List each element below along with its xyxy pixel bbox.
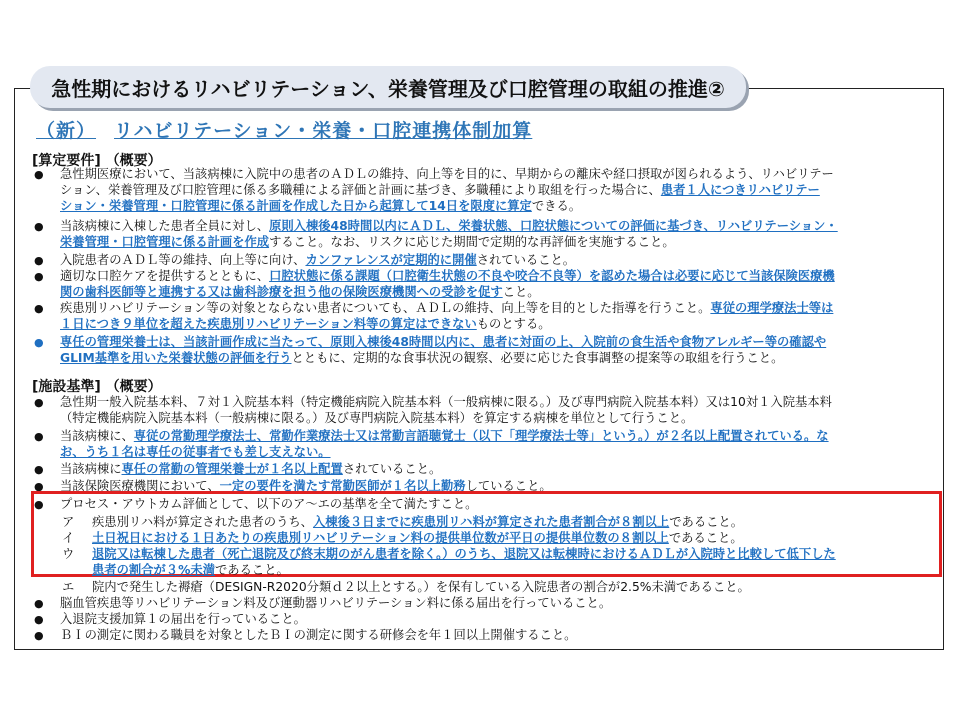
bullet-icon: ● xyxy=(34,220,44,233)
req-item-6: 専任の管理栄養士は、当該計画作成に当たって、原則入棟後48時間以内に、患者に対面の上、入院前の食生活や食物アレルギー等の確認や GLIM基準を用いた栄養状態の評価を行うとともに、定期的な食事状況の観察、必要に応じた食事調整の提案等の取組を行うこと。 xyxy=(60,335,827,365)
bullet-icon: ● xyxy=(34,430,44,443)
sub-item-a: 疾患別リハ料が算定された患者のうち、入棟後３日までに疾患別リハ料が算定された患者割合が８割以上であること。 xyxy=(92,515,744,529)
bullet-icon: ● xyxy=(34,629,44,642)
fac-item-1: 急性期一般入院基本料、７対１入院基本料（特定機能病院入院基本料（一般病棟に限る。）及び専門病院入院基本料）又は10対１入院基本料 （特定機能病院入院基本料（一般病棟に限る。）及び専門病院入院基本料）を算定する病棟を単位として行うこと。 xyxy=(60,395,832,425)
bullet-icon: ● xyxy=(34,396,44,409)
fac-item-5: プロセス・アウトカム評価として、以下のア～エの基準を全て満たすこと。 xyxy=(60,497,478,511)
subtitle-tag: （新） xyxy=(36,120,97,142)
bullet-icon: ● xyxy=(34,597,44,610)
bullet-icon: ● xyxy=(34,498,44,511)
subtitle-name: リハビリテーション・栄養・口腔連携体制加算 xyxy=(114,120,533,142)
sub-mark-b: イ xyxy=(62,531,75,545)
bullet-icon: ● xyxy=(34,302,44,315)
section-heading-requirements: [算定要件] （概要） xyxy=(32,153,162,169)
bullet-icon: ● xyxy=(34,254,44,267)
bullet-icon: ● xyxy=(34,463,44,476)
subtitle xyxy=(36,116,532,143)
req-item-1: 急性期医療において、当該病棟に入院中の患者のＡＤＬの維持、向上等を目的に、早期からの離床や経口摂取が図られるよう、リハビリテー ション、栄養管理及び口腔管理に係る多職種による評価と計画に基づき、多職種により取組を行った場合に、患者１人につきリハビリテー ション・栄養管理・口腔管理に係る計画を作成した日から起算して14日を限度に算定できる。 xyxy=(60,167,834,213)
req-item-5: 疾患別リハビリテーション等の対象とならない患者についても、ＡＤＬの維持、向上等を目的とした指導を行うこと。専従の理学療法士等は １日につき９単位を超えた疾患別リハビリテーション料等の算定はできないものとする。 xyxy=(60,301,834,331)
section-heading-facility: [施設基準] （概要） xyxy=(32,379,162,395)
req-item-4: 適切な口腔ケアを提供するとともに、口腔状態に係る課題（口腔衛生状態の不良や咬合不良等）を認めた場合は必要に応じて当該保険医療機 関の歯科医師等と連携する又は歯科診療を担う他の保険医療機関への受診を促すこと。 xyxy=(60,269,835,299)
page-title: 急性期におけるリハビリテーション、栄養管理及び口腔管理の取組の推進② xyxy=(30,66,746,108)
sub-mark-a: ア xyxy=(62,515,75,529)
req-item-3: 入院患者のＡＤＬ等の維持、向上等に向け、カンファレンスが定期的に開催されていること。 xyxy=(60,253,576,267)
req-item-2: 当該病棟に入棟した患者全員に対し、原則入棟後48時間以内にＡＤＬ、栄養状態、口腔状態についての評価に基づき、リハビリテーション・ 栄養管理・口腔管理に係る計画を作成すること。なお、リスクに応じた期間で定期的な再評価を実施すること。 xyxy=(60,219,838,249)
sub-mark-c: ウ xyxy=(62,547,75,561)
fac-item-8: ＢＩの測定に関わる職員を対象としたＢＩの測定に関する研修会を年１回以上開催すること。 xyxy=(60,628,577,642)
sub-mark-d: エ xyxy=(62,580,75,594)
sub-item-d: 院内で発生した褥瘡（DESIGN-R2020分類ｄ２以上とする。）を保有している入院患者の割合が2.5%未満であること。 xyxy=(92,580,750,594)
bullet-icon: ● xyxy=(34,270,44,283)
fac-item-2: 当該病棟に、専従の常勤理学療法士、常勤作業療法士又は常勤言語聴覚士（以下「理学療法士等」という。）が２名以上配置されている。な お、うち１名は専任の従事者でも差し支えない。 xyxy=(60,429,829,459)
bullet-icon: ● xyxy=(34,480,44,493)
fac-item-3: 当該病棟に専任の常勤の管理栄養士が１名以上配置されていること。 xyxy=(60,462,442,476)
bullet-icon: ● xyxy=(34,168,44,181)
bullet-icon: ● xyxy=(34,613,44,626)
bullet-icon: ● xyxy=(34,336,44,349)
fac-item-7: 入退院支援加算１の届出を行っていること。 xyxy=(60,612,306,626)
sub-item-c: 退院又は転棟した患者（死亡退院及び終末期のがん患者を除く。）のうち、退院又は転棟時におけるＡＤＬが入院時と比較して低下した 患者の割合が３%未満であること。 xyxy=(92,547,836,577)
fac-item-4: 当該保険医療機関において、一定の要件を満たす常勤医師が１名以上勤務していること。 xyxy=(60,479,552,493)
fac-item-6: 脳血管疾患等リハビリテーション料及び運動器リハビリテーション料に係る届出を行っていること。 xyxy=(60,596,612,610)
sub-item-b: 土日祝日における１日あたりの疾患別リハビリテーション料の提供単位数が平日の提供単位数の８割以上であること。 xyxy=(92,531,743,545)
